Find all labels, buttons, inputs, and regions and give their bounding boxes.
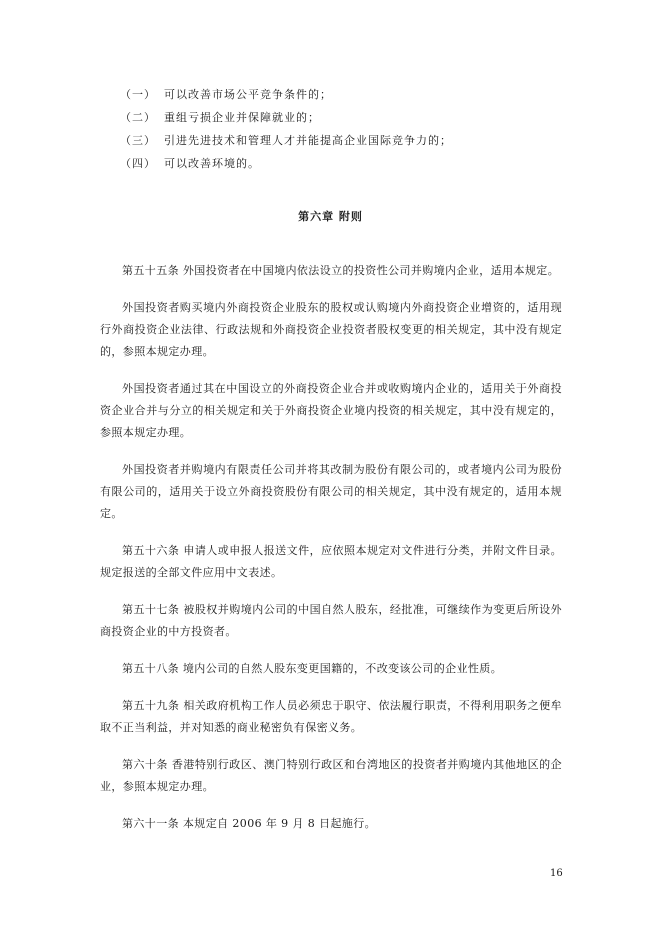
list-item: [120, 106, 580, 129]
article-paragraph: 第五十五条 外国投资者在中国境内依法设立的投资性公司并购境内企业，适用本规定。: [122, 264, 560, 277]
article-paragraph: 第五十七条 被股权并购境内公司的中国自然人股东，经批准，可继续作为变更后所设外商投资企业的中方投资者。: [100, 603, 562, 638]
list-item-text: 可以改善市场公平竞争条件的；: [164, 88, 332, 101]
list-item: [120, 83, 580, 106]
document-body: [100, 260, 562, 850]
list-item-number: （一）: [120, 88, 156, 101]
list-item-text: 重组亏损企业并保障就业的；: [164, 111, 320, 124]
list-item-number: （四）: [120, 157, 156, 170]
condition-list: [120, 83, 580, 175]
list-item: [120, 129, 580, 152]
list-item: [120, 152, 580, 175]
list-item-number: （二）: [120, 111, 156, 124]
article-paragraph: 第六十一条 本规定自 2006 年 9 月 8 日起施行。: [122, 817, 377, 830]
article-paragraph: 外国投资者通过其在中国设立的外商投资企业合并或收购境内企业的，适用关于外商投资企业合并与分立的相关规定和关于外商投资企业境内投资的相关规定，其中没有规定的，参照本规定办理。: [100, 382, 562, 439]
article-paragraph: 外国投资者购买境内外商投资企业股东的股权或认购境内外商投资企业增资的，适用现行外商投资企业法律、行政法规和外商投资企业投资者股权变更的相关规定，其中没有规定的，参照本规定办理。: [100, 301, 562, 358]
chapter-title: 第六章 附则: [298, 210, 363, 223]
article-paragraph: 第五十九条 相关政府机构工作人员必须忠于职守、依法履行职责，不得利用职务之便牟取不正当利益，并对知悉的商业秘密负有保密义务。: [100, 699, 562, 734]
article-paragraph: 第五十六条 申请人或申报人报送文件，应依照本规定对文件进行分类，并附文件目录。规定报送的全部文件应用中文表述。: [100, 544, 562, 579]
list-item-text: 可以改善环境的。: [164, 157, 260, 170]
article-paragraph: 第六十条 香港特别行政区、澳门特别行政区和台湾地区的投资者并购境内其他地区的企业，参照本规定办理。: [100, 758, 562, 793]
page-number: 16: [550, 868, 563, 879]
article-paragraph: 外国投资者并购境内有限责任公司并将其改制为股份有限公司的，或者境内公司为股份有限公司的，适用关于设立外商投资股份有限公司的相关规定，其中没有规定的，适用本规定。: [100, 463, 562, 520]
list-item-text: 引进先进技术和管理人才并能提高企业国际竞争力的；: [164, 134, 452, 147]
list-item-number: （三）: [120, 134, 156, 147]
article-paragraph: 第五十八条 境内公司的自然人股东变更国籍的，不改变该公司的企业性质。: [122, 662, 503, 675]
